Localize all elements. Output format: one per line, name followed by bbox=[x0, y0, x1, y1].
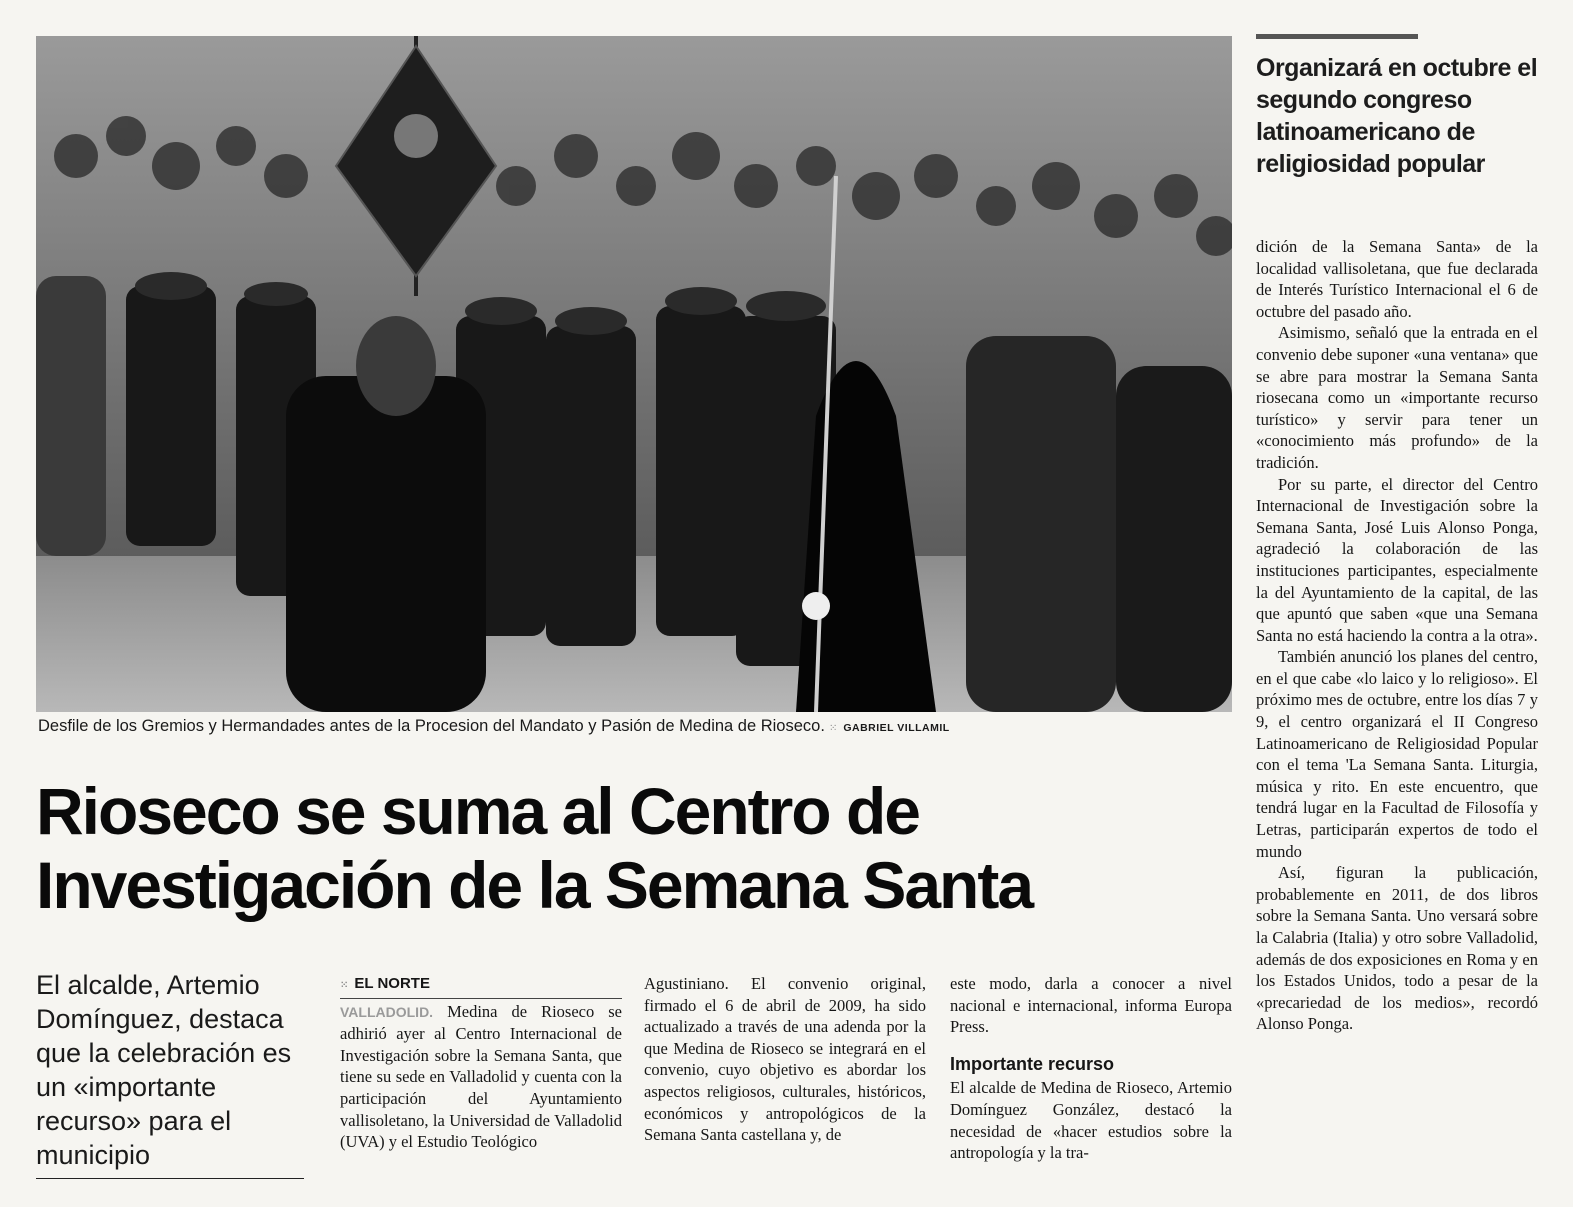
headline bbox=[36, 774, 1236, 922]
paragraph-text: Medina de Rioseco se adhirió ayer al Centro Internacional de Investigación sobre la Semana Santa, que tiene su sede en Valladolid y cuenta con la participación del Ayuntamiento vallisoletano, la Universidad de Valladolid (UVA) y el Estudio Teológico bbox=[340, 1001, 622, 1152]
byline bbox=[340, 973, 622, 999]
dateline: VALLADOLID. bbox=[340, 1003, 434, 1020]
paragraph bbox=[340, 1001, 622, 1153]
byline-dots-icon: ⁙ bbox=[340, 980, 349, 991]
procession-photo-illustration bbox=[36, 36, 1232, 712]
article-column-1 bbox=[340, 973, 622, 1153]
deck-subtitle: El alcalde, Artemio Domínguez, destaca que la celebración es un «importante recurso» para el municipio bbox=[36, 968, 304, 1179]
sidebar-rule bbox=[1256, 34, 1418, 39]
caption-dots-icon: ⁙ bbox=[828, 723, 838, 734]
paragraph: Por su parte, el director del Centro Internacional de Investigación sobre la Semana Santa, José Luis Alonso Ponga, agradeció la colaboración de las instituciones participantes, especialmente la del Ayuntamiento de la capital, de las que apuntó que saben «que una Semana Santa no está haciendo la contra a la otra». bbox=[1256, 474, 1538, 645]
article-column-4 bbox=[1256, 236, 1538, 1035]
photo-caption bbox=[38, 717, 1228, 736]
paragraph: Agustiniano. El convenio original, firmado el 6 de abril de 2009, ha sido actualizado a través de una adenda por la que Medina de Rioseco se integrará en el convenio, cuyo objetivo es abordar los aspectos religiosos, culturales, históricos, económicos y antropológicos de la Semana Santa castellana y, de bbox=[644, 974, 926, 1145]
paragraph: este modo, darla a conocer a nivel nacional e internacional, informa Europa Press. bbox=[950, 974, 1232, 1037]
paragraph: dición de la Semana Santa» de la localidad vallisoletana, que fue declarada de Interés Turístico Internacional el 6 de octubre del pasado año. bbox=[1256, 237, 1538, 321]
sidebar-headline: Organizará en octubre el segundo congreso latinoamericano de religiosidad popular bbox=[1256, 54, 1538, 178]
article-column-2 bbox=[644, 973, 926, 1146]
subheading: Importante recurso bbox=[950, 1053, 1115, 1074]
paragraph: El alcalde de Medina de Rioseco, Artemio Domínguez González, destacó la necesidad de «hacer estudios sobre la antropología y la tra- bbox=[950, 1078, 1232, 1163]
paragraph: También anunció los planes del centro, en el que cabe «lo laico y lo religioso». El próximo mes de octubre, entre los días 7 y 9, el centro organizará el II Congreso Latinoamericano de Religiosidad Popular con el tema 'La Semana Santa. Liturgia, música y rito. En este encuentro, que tendrá lugar en la Facultad de Filosofía y Letras, participarán expertos de todo el mundo bbox=[1256, 647, 1538, 861]
headline-line-2: Investigación de la Semana Santa bbox=[36, 848, 1033, 922]
photo-credit: GABRIEL VILLAMIL bbox=[843, 722, 950, 734]
byline-source: EL NORTE bbox=[354, 975, 430, 992]
headline-line-1: Rioseco se suma al Centro de bbox=[36, 774, 919, 848]
article-column-3 bbox=[950, 973, 1232, 1164]
procession-photo bbox=[36, 36, 1232, 712]
caption-text: Desfile de los Gremios y Hermandades antes de la Procesion del Mandato y Pasión de Medina de Rioseco. bbox=[38, 717, 825, 735]
paragraph: Asimismo, señaló que la entrada en el convenio debe suponer «una ventana» que se abre para mostrar la Semana Santa riosecana como un «importante recurso turístico» y servir para tener un «conocimiento más profundo» de la tradición. bbox=[1256, 323, 1538, 472]
paragraph: Así, figuran la publicación, probablemente en 2011, de dos libros sobre la Semana Santa. Uno versará sobre la Calabria (Italia) y otro sobre Valladolid, además de dos exposiciones en Roma y en los Estados Unidos, todo a pesar de la «precariedad de los medios», recordó Alonso Ponga. bbox=[1256, 863, 1538, 1034]
